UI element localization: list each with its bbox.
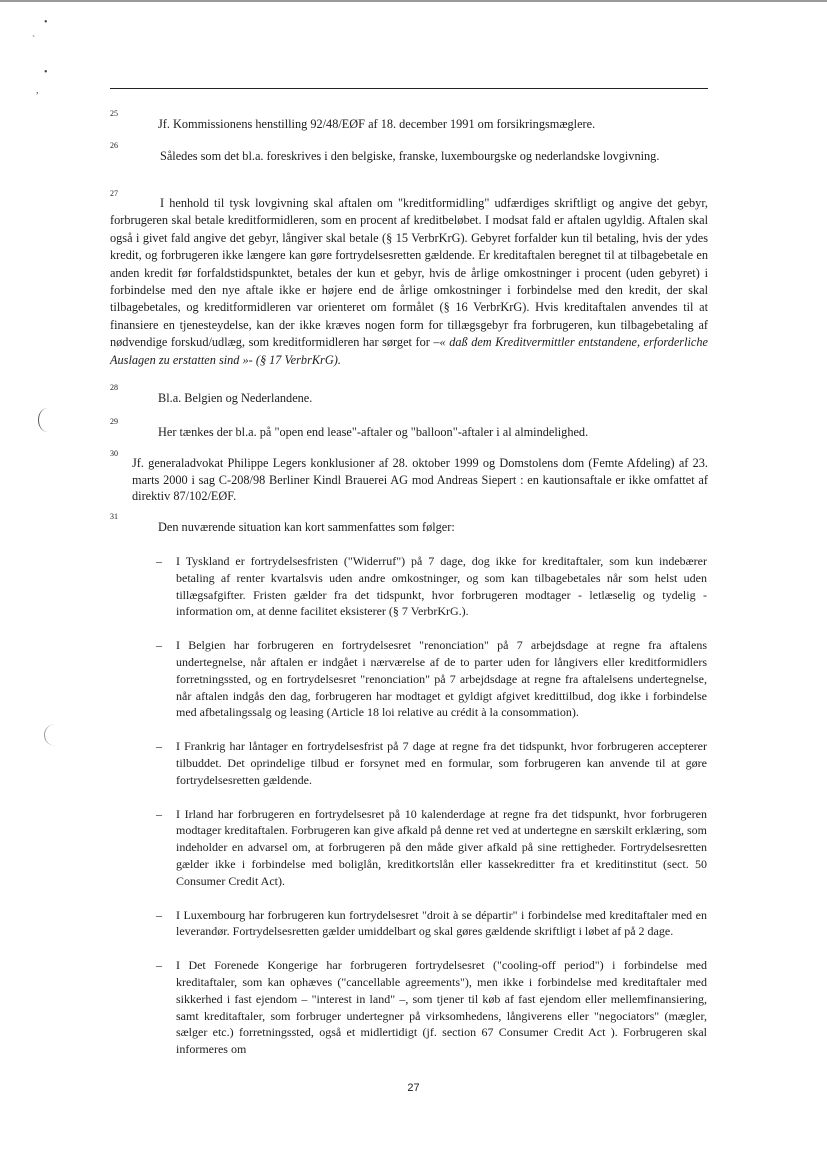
- list-item: [152, 806, 707, 890]
- scan-speck: `: [32, 35, 36, 46]
- dash-bullet: –: [156, 958, 162, 973]
- footnote-28: [110, 383, 708, 407]
- footnote-text: Jf. generaladvokat Philippe Legers konklusioner af 28. oktober 1999 og Domstolens dom (Femte Afdeling) af 23. marts 2000 i sag C-208/98 Berliner Kindl Brauerei AG mod Andreas Siepert : en kautionsaftale er ikke omfattet af direktiv 87/102/EØF.: [132, 456, 708, 503]
- list-item-text: I Frankrig har låntager en fortrydelsesfrist på 7 dage at regne fra det tidspunkt, hvor forbrugeren accepterer tilbuddet. Det oprindelige tilbud er forsynet med en formular, som forbrugeren kan anvende til at gøre fortrydelsesretten gældende.: [176, 739, 707, 787]
- footnote-body: I henhold til tysk lovgivning skal aftalen om "kreditformidling" udfærdiges skriftligt og angive det gebyr, forbrugeren skal betale kreditformidleren, som en procent af kreditbeløbet. I modsat fald er aftalen ugyldig. Aftalen skal også i givet fald angive det gebyr, långiver skal betale (§ 15 VerbrKrG). Gebyret forfalder kun til betaling, hvis der ydes kredit, og forbrugeren ikke længere kan gøre fortrydelsesretten gældende. Er kreditaftalen beregnet til at tilbagebetale en anden kredit før forfaldstidspunktet, betales der kun et gebyr, hvis de årlige omkostninger i procent (uden gebyret) i forbindelse med den nye aftale ikke er højere end de årlige omkostninger i forbindelse med den kredit, der skal tilbagebetales, og kreditformidleren var orienteret om formålet (§ 16 VerbrKrG). Hvis kreditaftalen anvendes til at finansiere en tjenesteydelse, kan der ikke kræves nogen form for tillægsgebyr fra forbrugeren, kun tilbagebetaling af nødvendige forskud/udlæg, som kreditformidleren har sørget for –: [110, 196, 708, 350]
- scan-speck: •: [44, 17, 48, 28]
- footnote-text: [110, 195, 708, 369]
- scan-edge: [0, 0, 827, 2]
- list-item: [152, 553, 707, 620]
- footnote-30: [110, 449, 708, 505]
- country-list: [152, 553, 707, 1058]
- list-item: [152, 738, 707, 788]
- list-item-text: I Det Forenede Kongerige har forbrugeren fortrydelsesret ("cooling-off period") i forbindelse med kreditaftaler, som kan ophæves ("cancellable agreements"), men ikke i forbindelse med kreditaftaler med sikkerhed i fast ejendom – "interest in land" –, som tjener til køb af fast ejendom eller mellemfinansiering, samt kreditaftaler, som forbruger undertegner på virksomhedens, långiverens eller "negociators" (mægler, sælger etc.) forretningssted, også et midlertidigt (jf. section 67 Consumer Credit Act ). Forbrugeren skal informeres om: [176, 958, 707, 1057]
- dash-bullet: –: [156, 806, 162, 821]
- dash-bullet: –: [156, 638, 162, 653]
- scan-speck: ,: [36, 85, 39, 96]
- list-item-text: I Tyskland er fortrydelsesfristen ("Widerruf") på 7 dage, dog ikke for kreditaftaler, som kun indebærer betaling af renter kvartalsvis uden andre omkostninger, og som kan tilbagebetales når som helst uden tillægsafgifter. Fristen gælder fra det tidspunkt, hvor forbrugeren modtager - letlæselig og tydelig - information om, at denne facilitet eksisterer (§ 7 VerbrKrG.).: [176, 554, 707, 619]
- footnote-number: 26: [110, 141, 118, 150]
- page-number: 27: [407, 1082, 420, 1094]
- footnote-text: Den nuværende situation kan kort sammenfattes som følger:: [158, 520, 455, 534]
- scan-speck: •: [44, 67, 48, 78]
- footnote-number: 30: [110, 449, 118, 458]
- dash-bullet: –: [156, 907, 162, 922]
- punch-hole-mark: [38, 408, 57, 432]
- footnote-number: 28: [110, 383, 118, 392]
- footnote-31: [110, 512, 708, 536]
- footnote-number: 27: [110, 189, 118, 198]
- list-item-text: I Irland har forbrugeren en fortrydelsesret på 10 kalenderdage at regne fra det tidspunkt, hvor forbrugeren modtager kreditaftalen. Forbrugeren kan give afkald på denne ret ved at undertegne en særskilt erklæring, som indeholder en advarsel om, at forbrugeren på den måde giver afkald på sine rettigheder. Fortrydelsesretten gælder ikke i forbindelse med boliglån, kreditkortslån eller kassekreditter fra et kreditinstitut (sect. 50 Consumer Credit Act).: [176, 806, 707, 888]
- footnote-number: 31: [110, 512, 118, 521]
- footnote-separator: [110, 88, 708, 89]
- footnote-text: Her tænkes der bl.a. på "open end lease"-aftaler og "balloon"-aftaler i al almindelighed.: [158, 425, 589, 439]
- footnote-27: [110, 189, 708, 369]
- punch-hole-mark: [44, 724, 67, 746]
- footnote-text: Således som det bl.a. foreskrives i den belgiske, franske, luxembourgske og nederlandske lovgivning.: [160, 149, 660, 163]
- dash-bullet: –: [156, 554, 162, 568]
- dash-bullet: –: [156, 739, 162, 754]
- list-item-text: I Belgien har forbrugeren en fortrydelsesret "renonciation" på 7 arbejdsdage at regne fra aftalens undertegnelse, når aftalen er indgået i nærværelse af de to parter uden for långivers eller kreditformidlers forretningssted, og en fortrydelsesret "renonciation" på 7 arbejdsdage at regne fra aftalelsens undertegnelse, når aftalen indgås den dag, forbrugeren har modtaget et gyldigt afgivet kredittilbud, dog ikke i forbindelse med afbetalingssalg og leasing (Article 18 loi relative au crédit à la consommation).: [176, 638, 707, 720]
- list-item-text: I Luxembourg har forbrugeren kun fortrydelsesret "droit à se départir" i forbindelse med kreditaftaler med en leverandør. Fortrydelsesretten gælder umiddelbart og skal gøres gældende skriftligt i løbet af på 2 dage.: [176, 907, 707, 939]
- list-item: [152, 637, 707, 721]
- footnote-text: Jf. Kommissionens henstilling 92/48/EØF af 18. december 1991 om forsikringsmæglere.: [158, 117, 596, 131]
- list-item: [152, 957, 707, 1058]
- footnote-german-quote: « daß dem Kreditvermittler entstandene, erforderliche Auslagen zu erstatten sind »- (§ 17 VerbrKrG).: [110, 335, 708, 367]
- footnote-25: [110, 109, 708, 133]
- footnote-number: 29: [110, 417, 118, 426]
- footnote-26: [110, 141, 708, 165]
- footnote-29: [110, 417, 708, 441]
- footnote-number: 25: [110, 109, 118, 118]
- footnote-text: Bl.a. Belgien og Nederlandene.: [158, 391, 313, 405]
- list-item: [152, 907, 707, 941]
